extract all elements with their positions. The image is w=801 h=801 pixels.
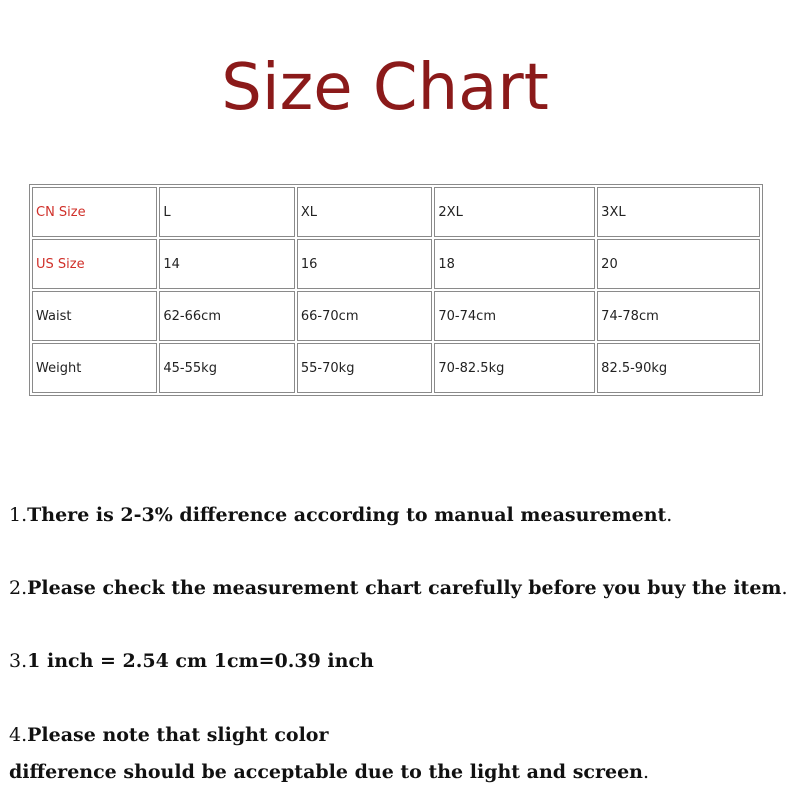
table-cell: L [159,187,295,237]
note-number: 2. [9,577,28,599]
table-cell: 45-55kg [159,343,295,393]
note-item-4-continued [9,759,649,785]
note-end: . [781,577,788,599]
table-row-weight [32,343,760,393]
table-row-cn-size [32,187,760,237]
note-number: 1. [9,504,28,526]
note-item-2 [9,575,788,601]
row-label-us-size: US Size [32,239,157,289]
table-cell: 20 [597,239,760,289]
note-end: . [666,504,673,526]
note-text: There is 2-3% difference according to manual measurement [27,504,667,526]
page-title: Size Chart [221,51,549,125]
table-cell: 18 [434,239,595,289]
table-cell: 14 [159,239,295,289]
table-cell: 82.5-90kg [597,343,760,393]
size-table-container [29,184,763,396]
table-cell: 66-70cm [297,291,433,341]
table-row-us-size [32,239,760,289]
row-label-weight: Weight [32,343,157,393]
table-cell: 55-70kg [297,343,433,393]
table-cell: 3XL [597,187,760,237]
table-cell: 70-74cm [434,291,595,341]
note-text: Please note that slight color [27,724,329,746]
table-cell: 62-66cm [159,291,295,341]
table-cell: 2XL [434,187,595,237]
table-row-waist [32,291,760,341]
size-table [29,184,763,396]
row-label-cn-size: CN Size [32,187,157,237]
note-item-3 [9,648,374,674]
note-item-4 [9,722,328,748]
note-text: Please check the measurement chart carefully before you buy the item [27,577,782,599]
table-cell: 70-82.5kg [434,343,595,393]
table-cell: 16 [297,239,433,289]
note-text: 1 inch = 2.54 cm 1cm=0.39 inch [27,650,374,672]
note-number: 3. [9,650,28,672]
note-item-1 [9,502,672,528]
note-end: . [642,761,650,783]
note-number: 4. [9,724,28,746]
table-cell: 74-78cm [597,291,760,341]
note-text: difference should be acceptable due to the light and screen [9,761,643,783]
table-cell: XL [297,187,433,237]
row-label-waist: Waist [32,291,157,341]
